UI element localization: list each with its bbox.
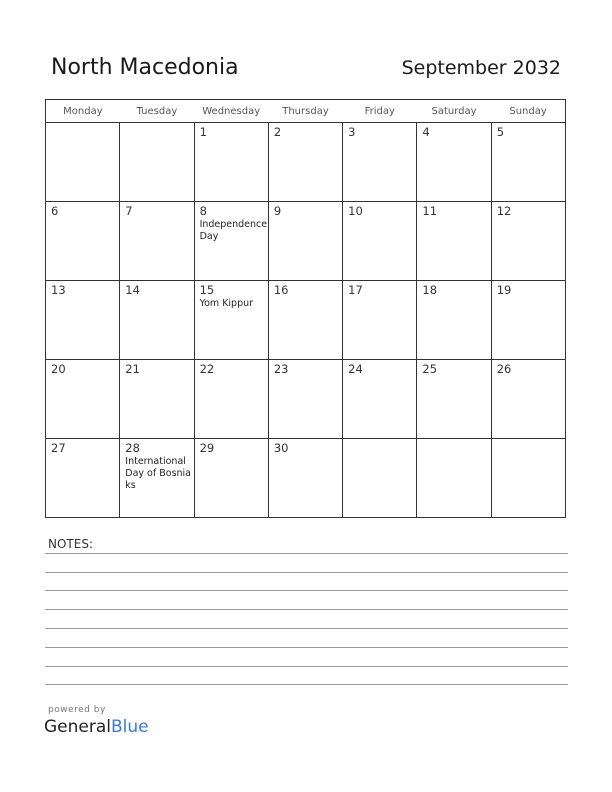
day-cell — [46, 439, 120, 518]
day-number: 27 — [51, 441, 66, 455]
day-number: 11 — [422, 204, 438, 218]
day-cell — [268, 281, 342, 360]
day-number: 1 — [199, 125, 207, 139]
day-cell — [343, 281, 417, 360]
day-cell — [491, 439, 565, 518]
brand-name-part1: General — [44, 717, 111, 737]
day-number: 10 — [348, 204, 363, 218]
notes-line — [45, 647, 568, 648]
week-row — [46, 281, 566, 360]
day-cell — [46, 123, 120, 202]
day-number: 17 — [348, 283, 363, 297]
week-row — [46, 202, 566, 281]
day-number: 28 — [125, 441, 140, 455]
day-number: 7 — [125, 204, 133, 218]
calendar-grid — [45, 99, 566, 518]
day-cell — [120, 281, 194, 360]
notes-line — [45, 553, 568, 554]
day-cell — [194, 123, 268, 202]
calendar-country-title: North Macedonia — [51, 55, 239, 80]
day-number: 6 — [51, 204, 59, 218]
day-cell — [491, 202, 565, 281]
day-number: 9 — [273, 204, 282, 218]
day-cell — [120, 202, 194, 281]
day-number: 3 — [348, 125, 356, 139]
day-number: 19 — [496, 283, 512, 297]
day-number: 26 — [496, 362, 512, 376]
day-cell — [268, 123, 342, 202]
day-number: 15 — [199, 283, 215, 297]
day-number: 25 — [422, 362, 438, 376]
day-number: 24 — [348, 362, 363, 376]
weekday-header: Monday — [46, 100, 120, 123]
weekday-header: Saturday — [417, 100, 491, 123]
weekday-header-row — [46, 100, 566, 123]
brand-name-part2: Blue — [111, 717, 149, 737]
notes-line — [45, 572, 568, 573]
day-cell — [268, 202, 342, 281]
day-cell — [120, 439, 194, 518]
day-number: 30 — [273, 441, 289, 455]
day-cell — [343, 439, 417, 518]
day-number: 23 — [273, 362, 289, 376]
day-number: 18 — [422, 283, 438, 297]
week-row — [46, 439, 566, 518]
day-number: 4 — [422, 125, 430, 139]
day-number: 8 — [199, 204, 207, 218]
day-cell — [491, 123, 565, 202]
day-cell — [417, 439, 491, 518]
week-row — [46, 360, 566, 439]
day-number: 20 — [51, 362, 66, 376]
day-cell — [417, 202, 491, 281]
day-cell — [194, 281, 268, 360]
weekday-header: Tuesday — [120, 100, 194, 123]
day-cell — [120, 123, 194, 202]
notes-line — [45, 609, 568, 610]
day-number: 21 — [125, 362, 140, 376]
day-cell — [268, 439, 342, 518]
notes-line — [45, 628, 568, 629]
holiday-label: International Day of Bosniaks — [125, 456, 191, 491]
day-cell — [491, 360, 565, 439]
day-cell — [343, 123, 417, 202]
day-number: 16 — [273, 283, 289, 297]
day-number: 14 — [125, 283, 140, 297]
day-cell — [268, 360, 342, 439]
weekday-header: Wednesday — [194, 100, 268, 123]
holiday-label: Independence Day — [199, 219, 268, 242]
brand-logo — [44, 717, 149, 737]
powered-by-text: powered by — [48, 705, 106, 715]
notes-line — [45, 666, 568, 667]
day-number: 12 — [496, 204, 512, 218]
day-cell — [491, 281, 565, 360]
day-cell — [343, 202, 417, 281]
day-cell — [417, 360, 491, 439]
day-number: 2 — [273, 125, 282, 139]
week-row — [46, 123, 566, 202]
day-cell — [46, 202, 120, 281]
weekday-header: Sunday — [491, 100, 565, 123]
notes-line — [45, 590, 568, 591]
weekday-header: Friday — [343, 100, 417, 123]
calendar-month-title: September 2032 — [401, 57, 561, 79]
notes-line — [45, 684, 568, 685]
day-cell — [46, 281, 120, 360]
day-cell — [194, 360, 268, 439]
holiday-label: Yom Kippur — [199, 298, 254, 309]
notes-label: NOTES: — [48, 537, 93, 551]
day-cell — [194, 439, 268, 518]
day-cell — [46, 360, 120, 439]
day-number: 13 — [51, 283, 66, 297]
day-cell — [120, 360, 194, 439]
day-cell — [343, 360, 417, 439]
day-cell — [194, 202, 268, 281]
day-number: 5 — [496, 125, 505, 139]
day-cell — [417, 123, 491, 202]
day-cell — [417, 281, 491, 360]
day-number: 29 — [199, 441, 215, 455]
day-number: 22 — [199, 362, 215, 376]
weekday-header: Thursday — [268, 100, 342, 123]
